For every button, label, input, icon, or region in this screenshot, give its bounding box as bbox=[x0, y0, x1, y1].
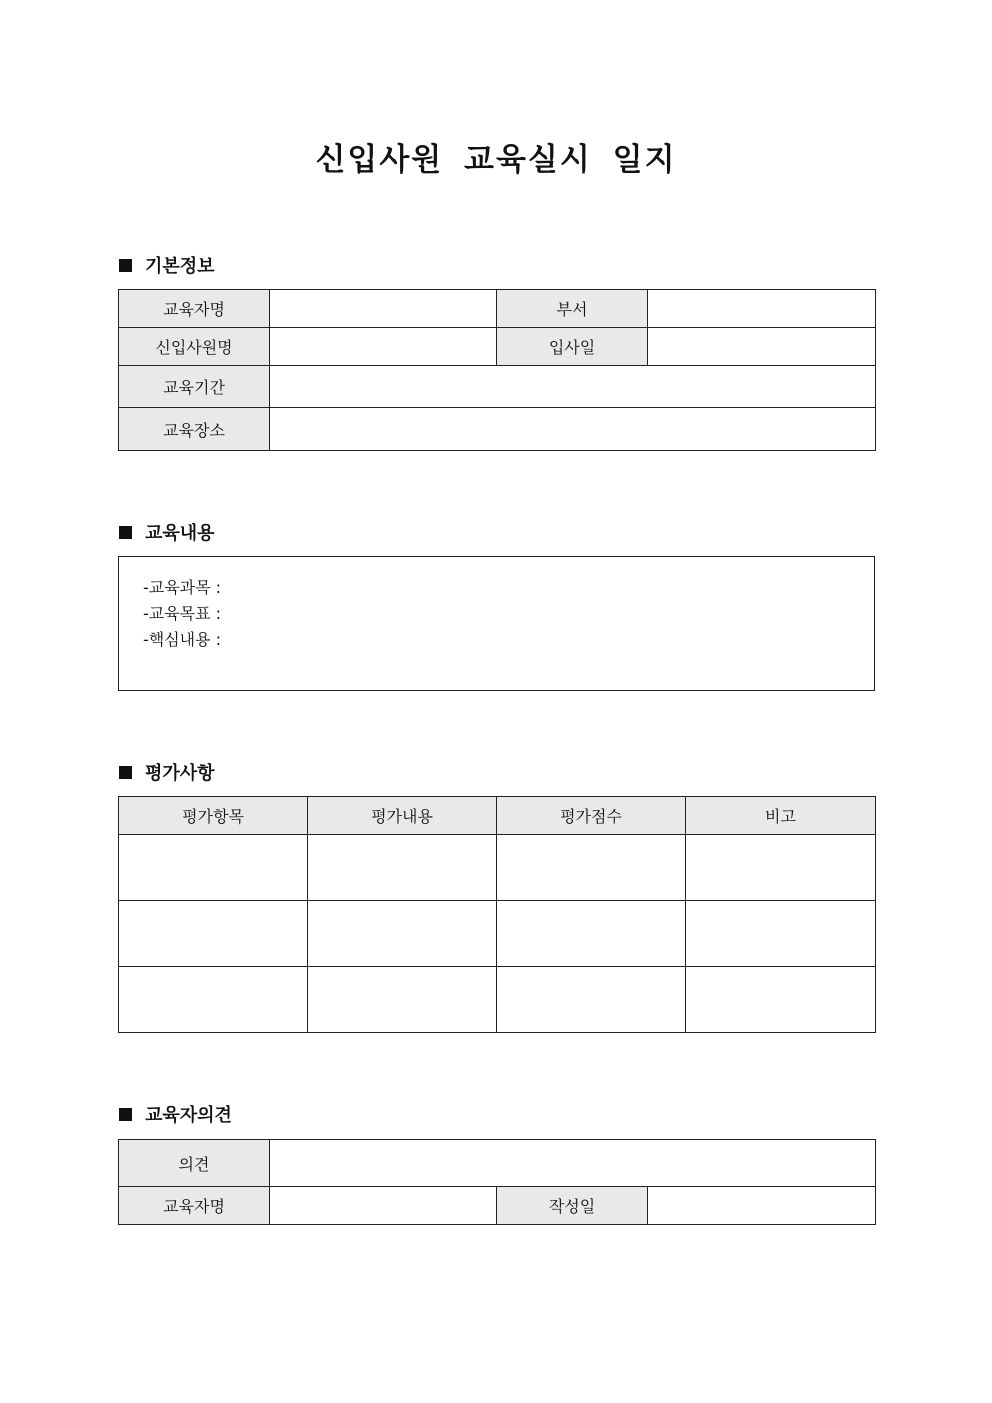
content-line-key-points: -핵심내용 : bbox=[143, 630, 222, 649]
evaluation-score-cell[interactable] bbox=[497, 901, 686, 967]
table-row bbox=[119, 901, 876, 967]
evaluation-content-cell[interactable] bbox=[308, 967, 497, 1033]
evaluation-remarks-cell[interactable] bbox=[686, 901, 876, 967]
written-date-field[interactable] bbox=[648, 1187, 876, 1225]
evaluation-remarks-cell[interactable] bbox=[686, 967, 876, 1033]
column-header-content: 평가내용 bbox=[308, 797, 497, 835]
section-heading-label: 교육내용 bbox=[145, 523, 215, 544]
document-title: 신입사원 교육실시 일지 bbox=[315, 142, 677, 178]
training-place-label: 교육장소 bbox=[119, 408, 270, 451]
department-field[interactable] bbox=[648, 290, 876, 328]
evaluation-item-cell[interactable] bbox=[119, 901, 308, 967]
column-header-item: 평가항목 bbox=[119, 797, 308, 835]
department-label: 부서 bbox=[497, 290, 648, 328]
section-heading-label: 평가사항 bbox=[145, 763, 215, 784]
trainee-name-label: 신입사원명 bbox=[119, 328, 270, 366]
evaluation-content-cell[interactable] bbox=[308, 901, 497, 967]
trainer-opinion-table bbox=[118, 1139, 876, 1225]
evaluation-remarks-cell[interactable] bbox=[686, 835, 876, 901]
section-heading-training-content bbox=[119, 519, 215, 545]
evaluation-item-cell[interactable] bbox=[119, 967, 308, 1033]
square-bullet-icon bbox=[119, 259, 132, 272]
trainee-name-field[interactable] bbox=[270, 328, 497, 366]
evaluation-content-cell[interactable] bbox=[308, 835, 497, 901]
table-row bbox=[119, 967, 876, 1033]
evaluation-score-cell[interactable] bbox=[497, 967, 686, 1033]
square-bullet-icon bbox=[119, 1108, 132, 1121]
written-date-label: 작성일 bbox=[497, 1187, 648, 1225]
section-heading-basic-info bbox=[119, 252, 215, 278]
square-bullet-icon bbox=[119, 766, 132, 779]
trainer-name-label: 교육자명 bbox=[119, 1187, 270, 1225]
training-period-field[interactable] bbox=[270, 366, 876, 408]
evaluation-item-cell[interactable] bbox=[119, 835, 308, 901]
section-heading-trainer-opinion bbox=[119, 1101, 232, 1127]
join-date-label: 입사일 bbox=[497, 328, 648, 366]
column-header-score: 평가점수 bbox=[497, 797, 686, 835]
opinion-label: 의견 bbox=[119, 1140, 270, 1187]
section-heading-label: 교육자의견 bbox=[145, 1105, 232, 1126]
basic-info-table bbox=[118, 289, 876, 451]
join-date-field[interactable] bbox=[648, 328, 876, 366]
section-heading-evaluation bbox=[119, 759, 215, 785]
square-bullet-icon bbox=[119, 526, 132, 539]
table-row bbox=[119, 835, 876, 901]
evaluation-score-cell[interactable] bbox=[497, 835, 686, 901]
training-content-box[interactable] bbox=[118, 556, 875, 691]
column-header-remarks: 비고 bbox=[686, 797, 876, 835]
evaluation-table bbox=[118, 796, 876, 1033]
training-period-label: 교육기간 bbox=[119, 366, 270, 408]
content-line-goal: -교육목표 : bbox=[143, 604, 222, 623]
opinion-field[interactable] bbox=[270, 1140, 876, 1187]
trainer-name-label: 교육자명 bbox=[119, 290, 270, 328]
trainer-name-field[interactable] bbox=[270, 290, 497, 328]
section-heading-label: 기본정보 bbox=[145, 256, 215, 277]
content-line-subject: -교육과목 : bbox=[143, 578, 222, 597]
training-place-field[interactable] bbox=[270, 408, 876, 451]
trainer-name-field[interactable] bbox=[270, 1187, 497, 1225]
